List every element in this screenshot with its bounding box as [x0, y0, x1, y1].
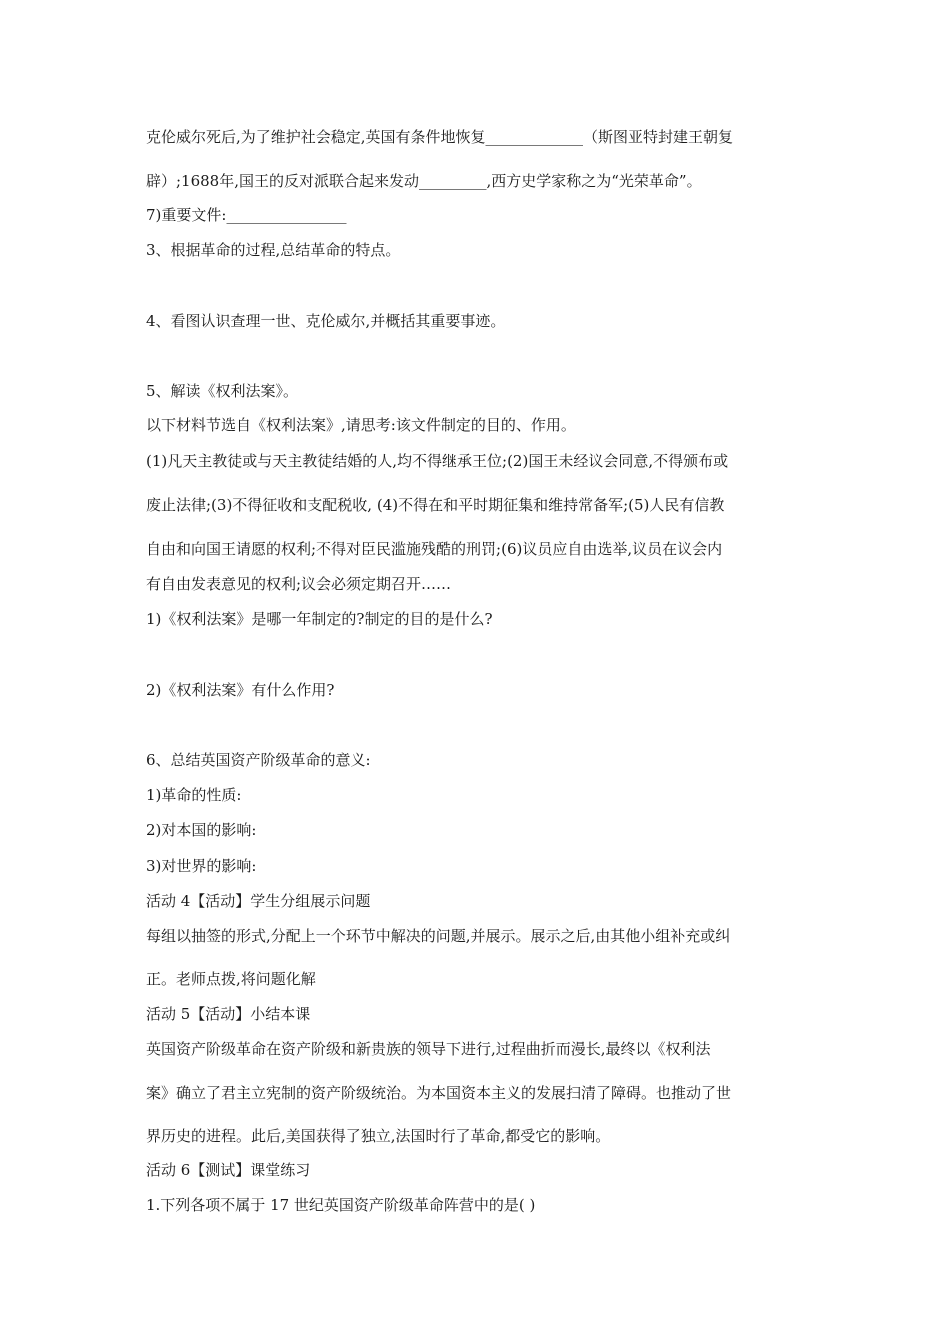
- activity-heading: 活动 6【测试】课堂练习: [146, 1161, 311, 1179]
- question-line: 2)《权利法案》有什么作用?: [146, 681, 335, 699]
- text-line: 案》确立了君主立宪制的资产阶级统治。为本国资本主义的发展扫清了障碍。也推动了世: [146, 1084, 732, 1102]
- text-line: 界历史的进程。此后,美国获得了独立,法国时行了革命,都受它的影响。: [146, 1127, 611, 1145]
- text-line: 克伦威尔死后,为了维护社会稳定,英国有条件地恢复_____________（斯图亚特封建王朝复: [146, 128, 734, 146]
- section-heading: 6、总结英国资产阶级革命的意义:: [146, 751, 371, 769]
- text-line: 3)对世界的影响:: [146, 857, 257, 875]
- question-line: 1.下列各项不属于 17 世纪英国资产阶级革命阵营中的是( ): [146, 1196, 536, 1214]
- text-line: 英国资产阶级革命在资产阶级和新贵族的领导下进行,过程曲折而漫长,最终以《权利法: [146, 1040, 711, 1058]
- text-line: 7)重要文件:________________: [146, 206, 347, 224]
- section-heading: 5、解读《权利法案》。: [146, 382, 299, 400]
- text-line: 废止法律;(3)不得征收和支配税收, (4)不得在和平时期征集和维持常备军;(5)人民有信教: [146, 496, 725, 514]
- text-line: 辟）;1688年,国王的反对派联合起来发动_________,西方史学家称之为“光荣革命”。: [146, 172, 702, 190]
- text-line: 有自由发表意见的权利;议会必须定期召开……: [146, 575, 452, 593]
- text-line: 2)对本国的影响:: [146, 821, 257, 839]
- text-line: 1)革命的性质:: [146, 786, 242, 804]
- text-line: 自由和向国王请愿的权利;不得对臣民滥施残酷的刑罚;(6)议员应自由选举,议员在议会内: [146, 540, 723, 558]
- text-line: 以下材料节选自《权利法案》,请思考:该文件制定的目的、作用。: [146, 416, 576, 434]
- text-line: (1)凡天主教徒或与天主教徒结婚的人,均不得继承王位;(2)国王未经议会同意,不得颁布或: [146, 452, 729, 470]
- text-line: 正。老师点拨,将问题化解: [146, 970, 316, 988]
- activity-heading: 活动 4【活动】学生分组展示问题: [146, 892, 371, 910]
- section-heading: 4、看图认识查理一世、克伦威尔,并概括其重要事迹。: [146, 312, 506, 330]
- question-line: 1)《权利法案》是哪一年制定的?制定的目的是什么?: [146, 610, 493, 628]
- text-line: 每组以抽签的形式,分配上一个环节中解决的问题,并展示。展示之后,由其他小组补充或纠: [146, 927, 731, 945]
- activity-heading: 活动 5【活动】小结本课: [146, 1005, 311, 1023]
- section-heading: 3、根据革命的过程,总结革命的特点。: [146, 241, 401, 259]
